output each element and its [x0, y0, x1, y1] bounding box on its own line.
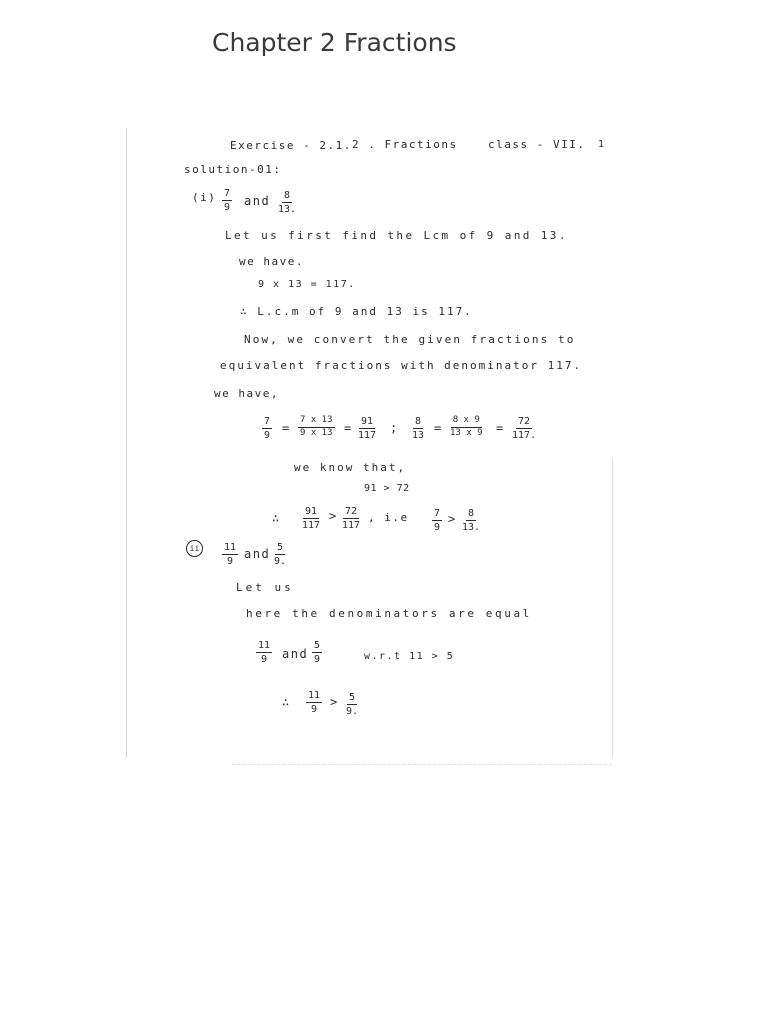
page-title: Chapter 2 Fractions [212, 28, 457, 57]
fraction [262, 416, 272, 441]
denominator: 9 [227, 556, 234, 567]
ie-text: , i.e [368, 511, 409, 524]
fraction [346, 692, 358, 717]
numerator: 11 [308, 690, 321, 701]
text-line: equivalent fractions with denominator 117. [220, 359, 583, 372]
denominator: 9 x 13 [300, 427, 333, 438]
and-word: and [244, 547, 271, 561]
text-line: 91 > 72 [364, 483, 410, 494]
fraction [256, 640, 272, 665]
fraction [342, 506, 360, 531]
text-line: Now, we convert the given fractions to [244, 333, 576, 346]
denominator: 13 x 9 [450, 427, 483, 438]
denominator: 117 [302, 520, 321, 531]
fraction [222, 542, 238, 567]
numerator: 11 [258, 640, 271, 651]
fraction [412, 416, 424, 441]
scan-edge [126, 128, 127, 758]
numerator: 8 x 9 [451, 416, 482, 428]
numerator: 7 [224, 188, 231, 199]
text-line: we know that, [294, 461, 407, 474]
equals-sign: = [344, 421, 353, 435]
fraction [450, 416, 483, 439]
text-line: w.r.t 11 > 5 [364, 651, 455, 662]
numerator: 5 [277, 542, 284, 553]
denominator: 9. [274, 556, 287, 567]
therefore-symbol: ∴ [272, 511, 281, 525]
denominator: 117. [512, 430, 537, 441]
text-line: Let us [236, 581, 294, 594]
numerator: 7 [264, 416, 271, 427]
greater-than: > [330, 695, 339, 709]
class-label: class - VII. [488, 138, 586, 151]
handwritten-scan [122, 118, 622, 768]
therefore-symbol: ∴ [282, 695, 291, 709]
denominator: 9 [264, 430, 271, 441]
part-label-circle: ii [186, 540, 203, 557]
scan-edge [612, 458, 613, 758]
numerator: 72 [345, 506, 358, 517]
denominator: 9 [311, 704, 318, 715]
text-line: 9 x 13 = 117. [258, 279, 356, 290]
fraction [306, 690, 322, 715]
denominator: 9 [261, 654, 268, 665]
chapter-label: 2 . Fractions [352, 138, 458, 151]
fraction [312, 640, 322, 665]
text-line: we have. [239, 255, 304, 268]
denominator: 9 [434, 522, 441, 533]
denominator: 13 [412, 430, 425, 441]
exercise-label: Exercise - 2.1. [230, 139, 352, 152]
numerator: 11 [224, 542, 237, 553]
fraction [302, 506, 320, 531]
separator: ; [390, 421, 399, 435]
and-word: and [282, 647, 309, 661]
numerator: 7 [434, 508, 441, 519]
fraction [274, 542, 286, 567]
fraction [432, 508, 442, 533]
text-line: here the denominators are equal [246, 607, 532, 620]
equals-sign: = [496, 421, 505, 435]
numerator: 7 x 13 [298, 416, 335, 428]
denominator: 9 [224, 202, 231, 213]
numerator: 8 [415, 416, 422, 427]
greater-than: > [448, 512, 457, 526]
scan-edge [232, 764, 612, 765]
denominator: 9. [346, 706, 359, 717]
numerator: 91 [361, 416, 374, 427]
numerator: 8 [468, 508, 475, 519]
text-line: we have, [214, 387, 279, 400]
fraction [278, 190, 296, 215]
greater-than: > [329, 509, 338, 523]
equals-sign: = [434, 421, 443, 435]
numerator: 72 [518, 416, 531, 427]
denominator: 9 [314, 654, 321, 665]
text-line: ∴ L.c.m of 9 and 13 is 117. [240, 305, 473, 318]
solution-label: solution-01: [184, 163, 282, 176]
fraction [462, 508, 480, 533]
fraction [358, 416, 376, 441]
numerator: 5 [349, 692, 356, 703]
text-line: Let us first find the Lcm of 9 and 13. [225, 229, 568, 242]
page-number: 1 [598, 139, 606, 150]
fraction [512, 416, 536, 441]
denominator: 117 [358, 430, 377, 441]
denominator: 117 [342, 520, 361, 531]
fraction [298, 416, 335, 439]
fraction [222, 188, 232, 213]
numerator: 5 [314, 640, 321, 651]
numerator: 91 [305, 506, 318, 517]
numerator: 8 [284, 190, 291, 201]
equals-sign: = [282, 421, 291, 435]
part-label: (i) [192, 191, 217, 204]
and-word: and [244, 194, 271, 208]
denominator: 13. [278, 204, 297, 215]
denominator: 13. [462, 522, 481, 533]
